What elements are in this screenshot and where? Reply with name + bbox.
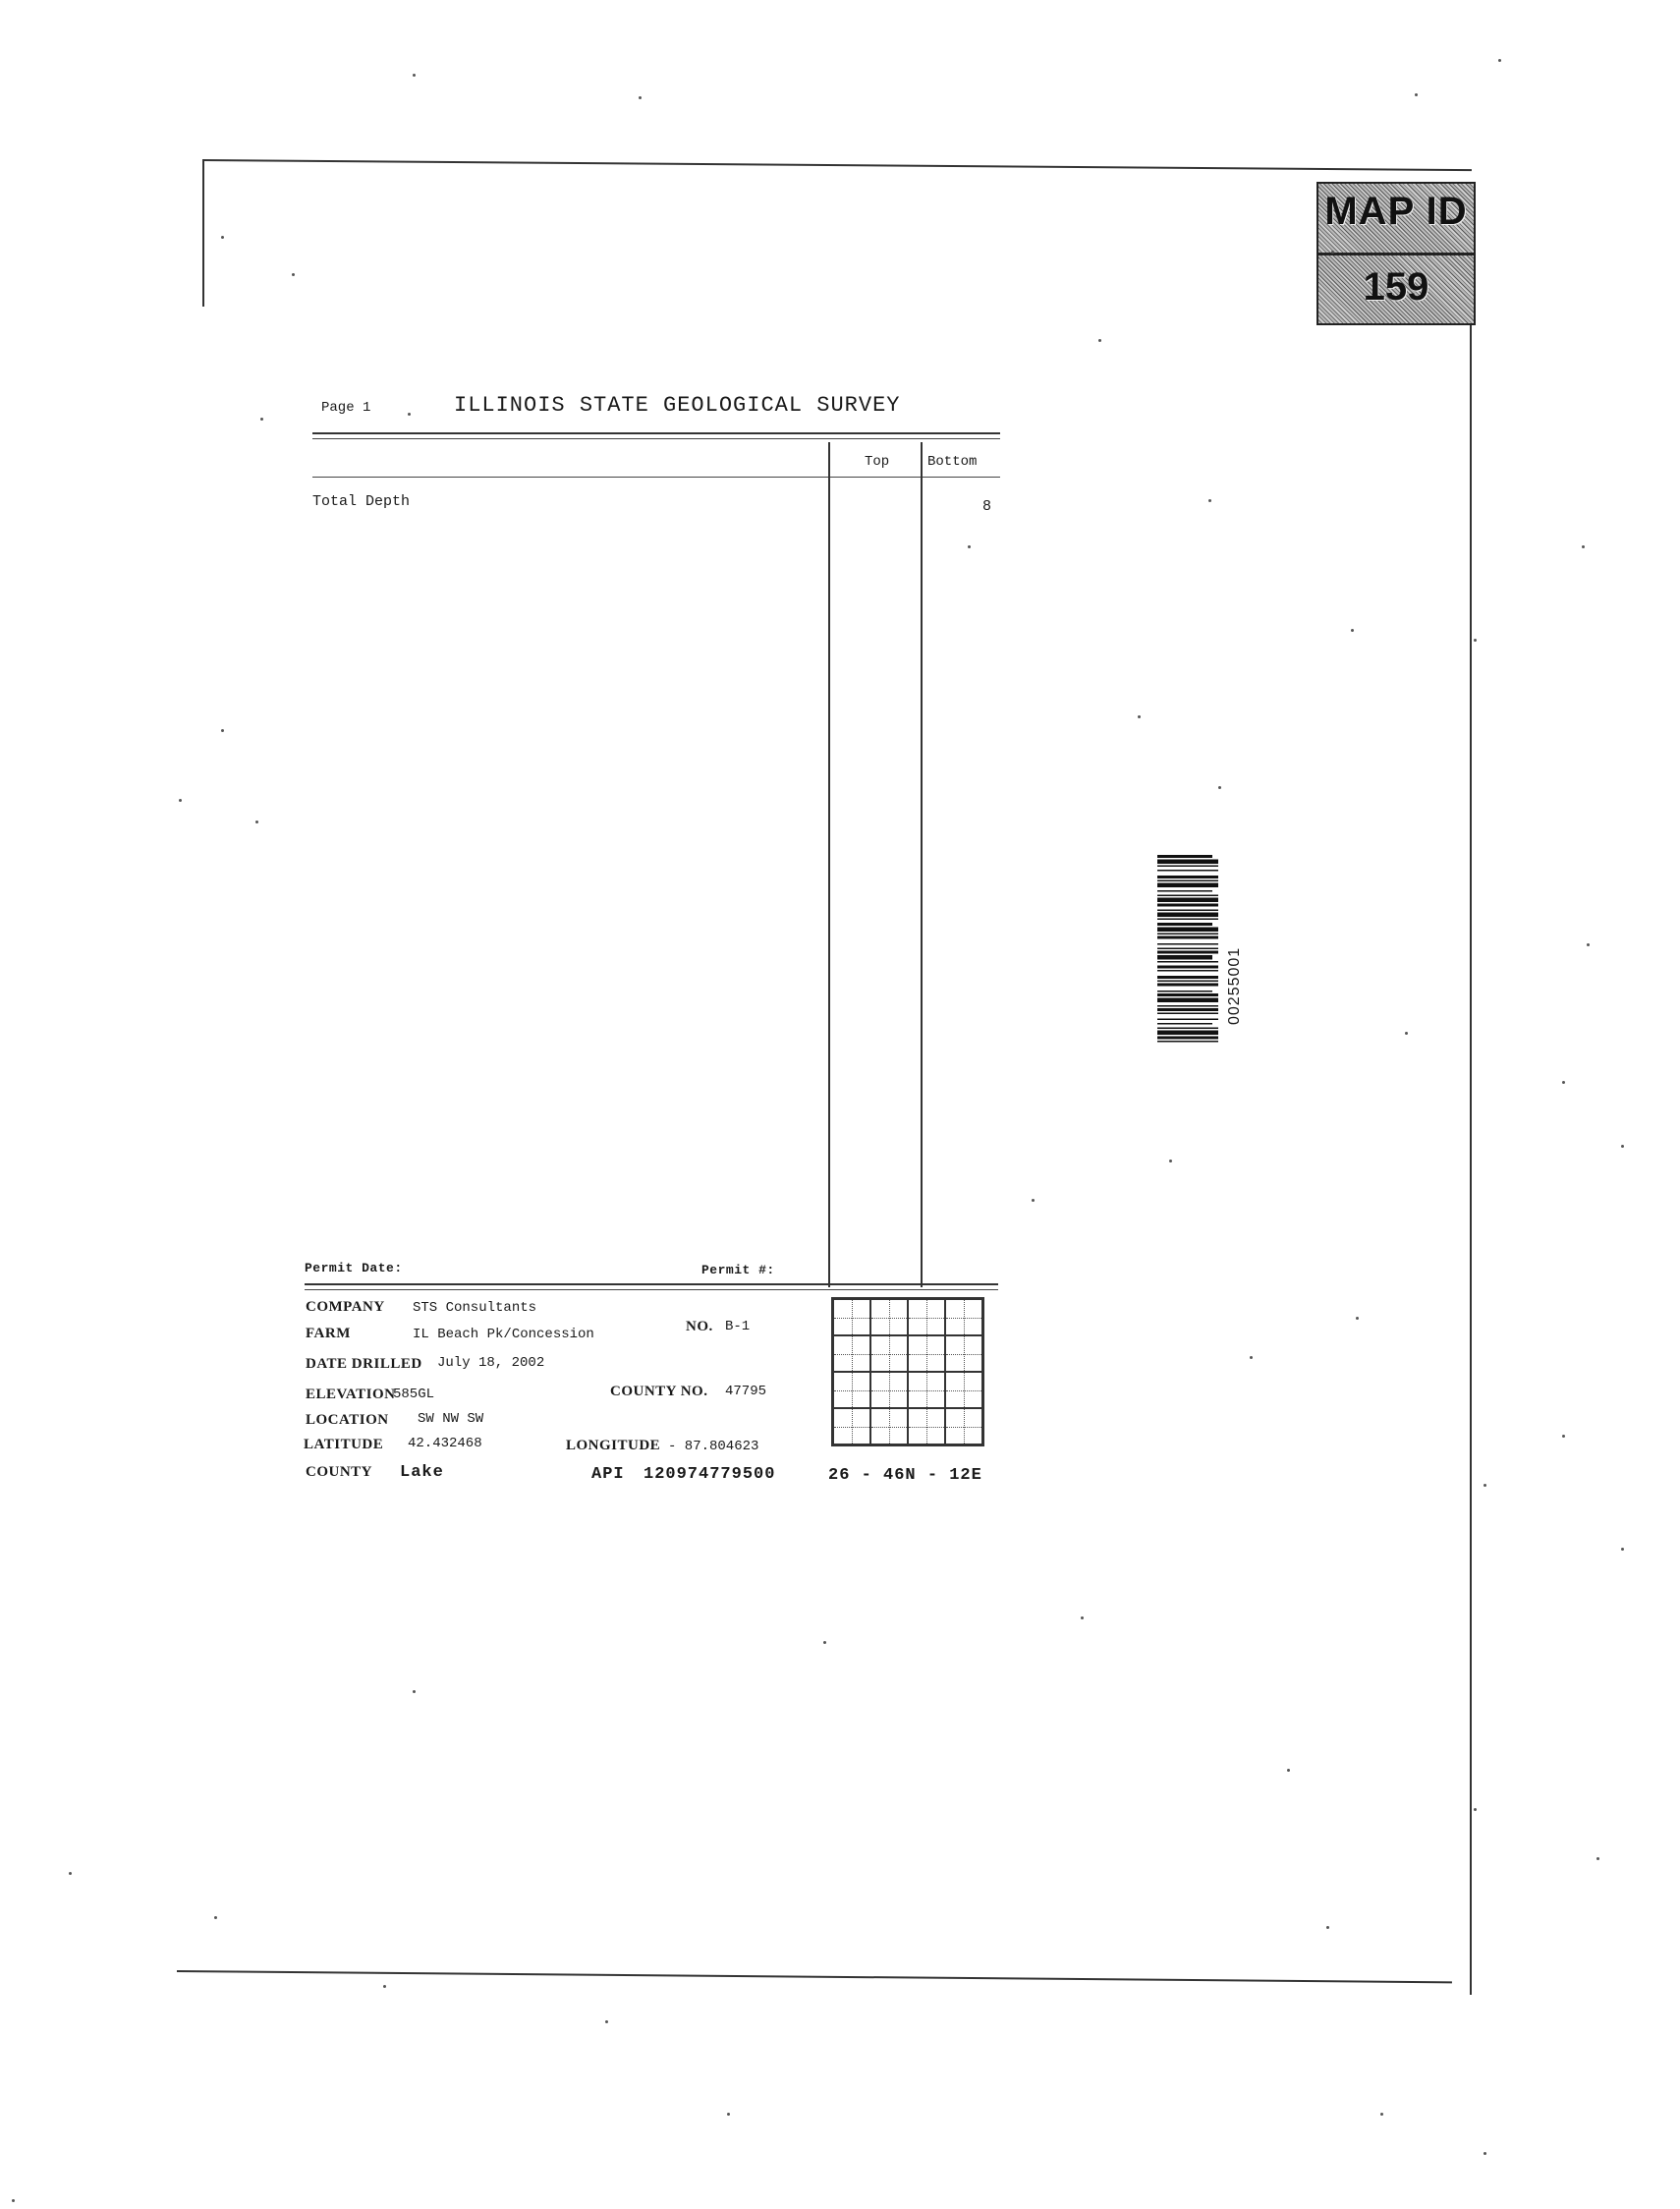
api-value: 120974779500	[644, 1465, 776, 1484]
county-label: COUNTY	[306, 1464, 373, 1480]
column-header-rule	[312, 477, 1000, 478]
barcode	[1157, 855, 1218, 1105]
latitude-label: LATITUDE	[304, 1437, 384, 1452]
permit-number-label: Permit #:	[701, 1263, 775, 1277]
scan-speck	[1098, 339, 1101, 342]
latitude-value: 42.432468	[408, 1436, 482, 1451]
api-label: API	[591, 1465, 625, 1484]
scan-speck	[1169, 1160, 1172, 1162]
company-label: COMPANY	[306, 1299, 385, 1315]
page-frame-left	[202, 159, 204, 307]
scan-speck	[1562, 1081, 1565, 1084]
column-divider-bottom	[921, 442, 923, 1287]
farm-value: IL Beach Pk/Concession	[413, 1327, 594, 1342]
footer-rule-top	[305, 1283, 998, 1285]
permit-date-label: Permit Date:	[305, 1261, 403, 1275]
scan-speck	[408, 413, 411, 416]
scan-speck	[1138, 715, 1141, 718]
scan-speck	[1380, 2113, 1383, 2116]
scan-speck	[413, 1690, 416, 1693]
footer-rule-second	[305, 1289, 998, 1290]
header-rule-top	[312, 432, 1000, 434]
elevation-label: ELEVATION	[306, 1387, 396, 1402]
scan-speck	[605, 2020, 608, 2023]
scan-speck	[179, 799, 182, 802]
location-value: SW NW SW	[418, 1411, 484, 1427]
elevation-value: 585GL	[393, 1387, 435, 1402]
survey-title: ILLINOIS STATE GEOLOGICAL SURVEY	[454, 393, 901, 418]
scan-speck	[1356, 1317, 1359, 1320]
date-drilled-value: July 18, 2002	[437, 1355, 545, 1371]
scan-speck	[1474, 1808, 1477, 1811]
column-divider-top	[828, 442, 830, 1287]
scan-speck	[1498, 59, 1501, 62]
scan-speck	[1562, 1435, 1565, 1438]
scan-speck	[1587, 943, 1590, 946]
scan-speck	[69, 1872, 72, 1875]
scan-speck	[1582, 545, 1585, 548]
column-header-bottom: Bottom	[927, 454, 978, 470]
company-value: STS Consultants	[413, 1300, 537, 1316]
scan-speck	[255, 821, 258, 823]
page-frame-right	[1470, 319, 1472, 1995]
scan-speck	[1287, 1769, 1290, 1772]
page-frame-bottom	[177, 1970, 1452, 1983]
scan-speck	[1331, 251, 1334, 254]
page-label: Page 1	[321, 400, 371, 416]
scan-speck	[221, 729, 224, 732]
scan-speck	[1351, 629, 1354, 632]
scan-speck	[1474, 639, 1477, 642]
date-drilled-label: DATE DRILLED	[306, 1356, 422, 1372]
barcode-number: 00255001	[1226, 946, 1243, 1025]
scan-speck	[1621, 1548, 1624, 1551]
formation-row-label: Total Depth	[312, 493, 411, 510]
scan-speck	[1218, 786, 1221, 789]
header-rule-second	[312, 438, 1000, 439]
scan-speck	[292, 273, 295, 276]
longitude-value: - 87.804623	[668, 1439, 759, 1454]
scan-speck	[1405, 1032, 1408, 1035]
county-value: Lake	[400, 1463, 444, 1482]
farm-label: FARM	[306, 1326, 351, 1341]
scan-speck	[968, 545, 971, 548]
location-label: LOCATION	[306, 1412, 389, 1428]
scan-speck	[639, 96, 642, 99]
scan-speck	[383, 1985, 386, 1988]
scan-speck	[413, 74, 416, 77]
scan-speck	[1208, 499, 1211, 502]
scan-speck	[1596, 1857, 1599, 1860]
map-id-title-cell	[1318, 184, 1474, 255]
scan-speck	[1250, 1356, 1253, 1359]
scan-speck	[214, 1916, 217, 1919]
scan-speck	[1621, 1145, 1624, 1148]
scan-speck	[221, 236, 224, 239]
well-number-value: B-1	[725, 1319, 751, 1334]
map-id-number-cell	[1318, 255, 1474, 323]
township-range-value: 26 - 46N - 12E	[828, 1466, 982, 1485]
map-id-number: 159	[1363, 265, 1429, 309]
scan-speck	[1415, 93, 1418, 96]
scan-speck	[1081, 1616, 1084, 1619]
section-location-grid	[831, 1297, 984, 1446]
scan-speck	[12, 2199, 15, 2202]
scan-speck	[823, 1641, 826, 1644]
scan-speck	[727, 2113, 730, 2116]
map-id-stamp	[1316, 182, 1476, 325]
scan-speck	[1326, 1926, 1329, 1929]
page-frame-top	[202, 159, 1472, 171]
county-number-value: 47795	[725, 1384, 767, 1399]
county-number-label: COUNTY NO.	[610, 1384, 708, 1399]
scan-speck	[1484, 1484, 1486, 1487]
well-number-label: NO.	[686, 1319, 713, 1334]
column-header-top: Top	[865, 454, 890, 470]
scan-speck	[1484, 2152, 1486, 2155]
map-id-title: MAP ID	[1324, 190, 1468, 233]
longitude-label: LONGITUDE	[566, 1438, 661, 1453]
scan-speck	[1032, 1199, 1035, 1202]
formation-row-bottom: 8	[982, 498, 992, 515]
scan-speck	[260, 418, 263, 421]
